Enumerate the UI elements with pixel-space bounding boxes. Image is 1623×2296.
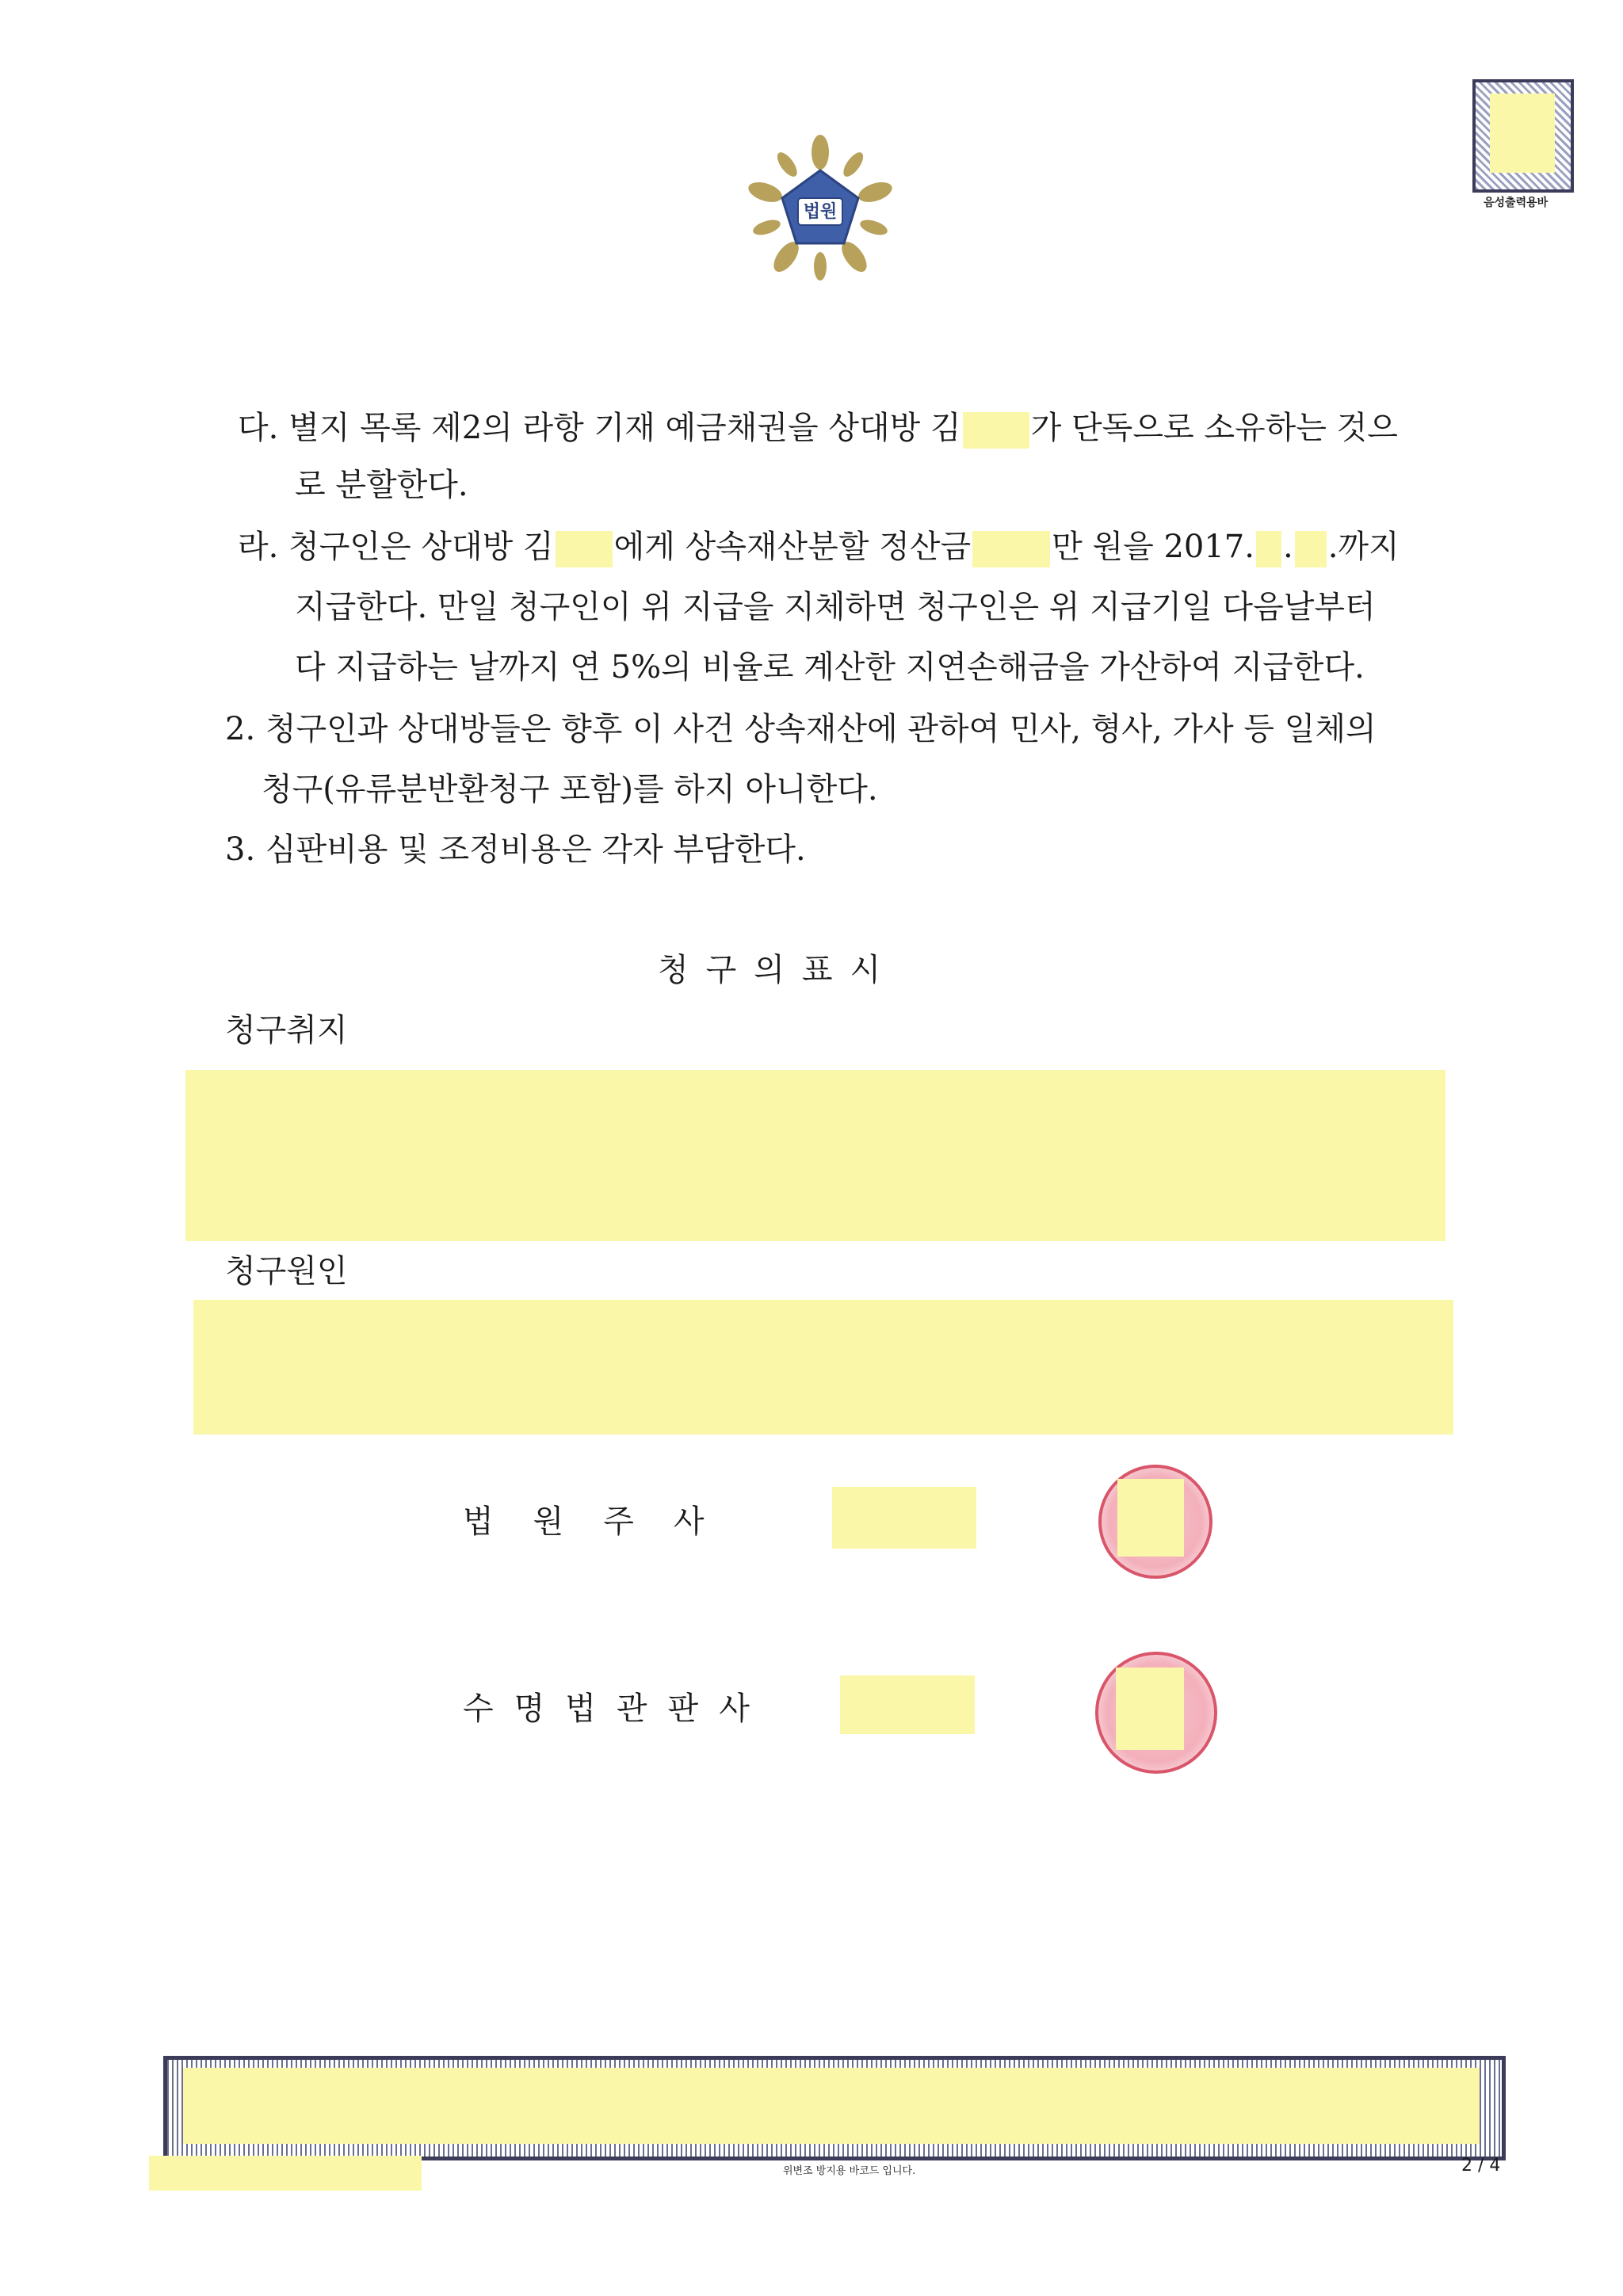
item-2-line-1: 2. 청구인과 상대방들은 향후 이 사건 상속재산에 관하여 민사, 형사, 가사 등 일체의 xyxy=(225,711,1377,747)
text-segment: 라. 청구인은 상대방 김 xyxy=(238,529,554,565)
claim-cause-label: 청구원인 xyxy=(225,1253,348,1289)
paragraph-ra-line-2: 지급한다. 만일 청구인이 위 지급을 지체하면 청구인은 위 지급기일 다음날부터 xyxy=(295,589,1376,625)
judge-label: 수명법관판사 xyxy=(463,1690,770,1727)
court-emblem-text: 법원 xyxy=(803,201,838,222)
court-emblem xyxy=(745,135,896,285)
item-3: 3. 심판비용 및 조정비용은 각자 부담한다. xyxy=(225,831,806,868)
barcode-note: 위변조 방지용 바코드 입니다. xyxy=(783,2165,916,2177)
judge-name-redaction xyxy=(840,1675,975,1734)
redaction xyxy=(963,412,1029,449)
paragraph-ra-line-3: 다 지급하는 날까지 연 5%의 비율로 계산한 지연손해금을 가산하여 지급한다. xyxy=(295,649,1365,686)
qr-code xyxy=(1472,79,1574,193)
redaction xyxy=(972,531,1050,567)
claim-cause-redaction xyxy=(193,1300,1453,1435)
anti-forgery-barcode xyxy=(163,2056,1506,2160)
item-2-line-2: 청구(유류분반환청구 포함)를 하지 아니한다. xyxy=(262,771,878,808)
claim-heading: 청구의표시 xyxy=(658,952,899,988)
claim-purpose-label: 청구취지 xyxy=(225,1012,348,1049)
text-segment: 에게 상속재산분할 정산금 xyxy=(613,529,972,565)
claim-purpose-redaction xyxy=(185,1070,1445,1241)
qr-redaction xyxy=(1490,94,1555,173)
clerk-name-redaction xyxy=(832,1487,976,1549)
page-number: 2 / 4 xyxy=(1461,2156,1501,2176)
paragraph-da-line-2: 로 분할한다. xyxy=(295,467,468,503)
redaction xyxy=(556,531,613,567)
text-segment: .까지 xyxy=(1327,529,1400,565)
paragraph-ra-line-1 xyxy=(238,528,1400,567)
qr-caption: 음성출력용바 xyxy=(1484,197,1549,209)
text-segment: 다. 별지 목록 제2의 라항 기재 예금채권을 상대방 김 xyxy=(238,410,961,446)
text-segment: 만 원을 2017. xyxy=(1052,529,1254,565)
clerk-seal-redaction xyxy=(1117,1479,1184,1557)
barcode-redaction xyxy=(183,2068,1480,2144)
text-segment: . xyxy=(1282,529,1293,565)
clerk-label: 법원주사 xyxy=(463,1503,744,1540)
judge-seal-redaction xyxy=(1116,1668,1184,1750)
redaction xyxy=(1295,531,1327,567)
text-segment: 가 단독으로 소유하는 것으 xyxy=(1030,410,1398,446)
paragraph-da-line-1 xyxy=(238,409,1398,449)
footer-left-redaction xyxy=(149,2156,422,2191)
redaction xyxy=(1256,531,1281,567)
